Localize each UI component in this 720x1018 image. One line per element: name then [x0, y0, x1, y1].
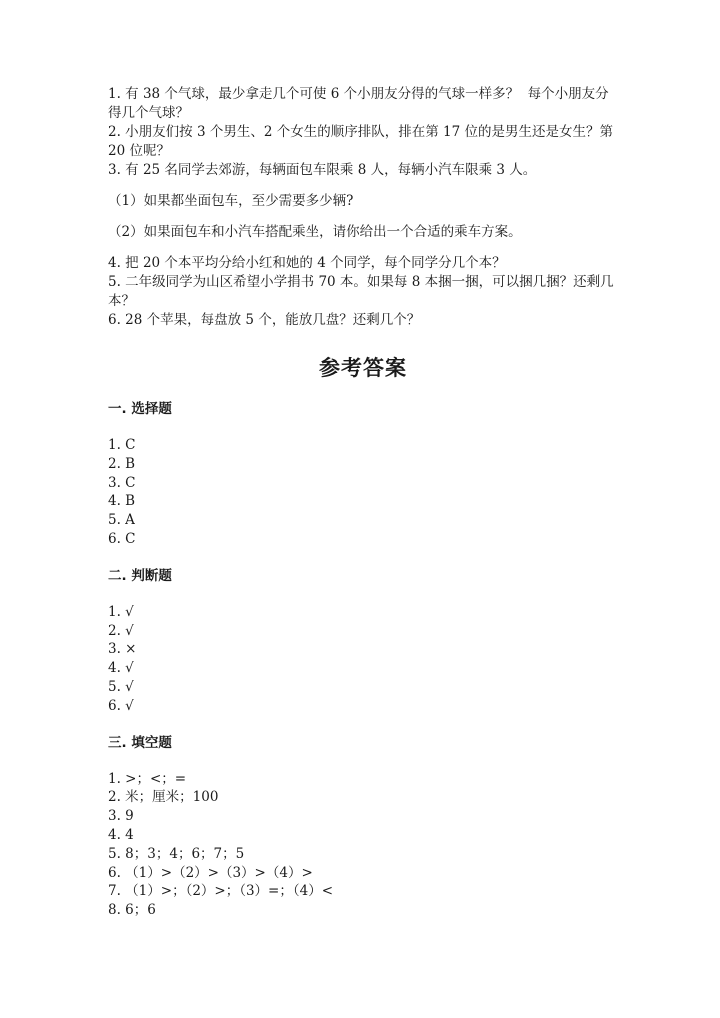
answer-item: 4. √ [108, 660, 134, 677]
answer-item: 2. 米；厘米；100 [108, 789, 219, 806]
section-heading: 三. 填空题 [108, 734, 172, 751]
answer-item: 2. B [108, 455, 136, 472]
answer-item: 7. （1）>；（2）>；（3）=；（4）< [108, 883, 334, 900]
answer-item: 5. A [108, 512, 135, 529]
section-heading: 二. 判断题 [108, 567, 172, 584]
document-page [108, 85, 618, 938]
question-3-part-2: （2）如果面包车和小汽车搭配乘坐，请你给出一个合适的乘车方案。 [108, 224, 522, 240]
answer-item: 4. 4 [108, 826, 134, 843]
answer-item: 6. C [108, 530, 136, 547]
question-3-part-1: （1）如果都坐面包车，至少需要多少辆? [108, 193, 354, 209]
section-fill-blank [108, 734, 618, 920]
answer-item: 5. √ [108, 678, 134, 695]
section-judgement [108, 567, 618, 716]
answer-item: 1. C [108, 437, 136, 453]
question-2: 2. 小朋友们按 3 个男生、2 个女生的顺序排队，排在第 17 位的是男生还是女生？第 20 位呢？ [108, 124, 618, 159]
answer-item: 6. （1）>（2）>（3）>（4）> [108, 864, 313, 881]
answer-item: 4. B [108, 493, 136, 510]
question-3: 3. 有 25 名同学去郊游，每辆面包车限乘 8 人，每辆小汽车限乘 3 人。 [108, 162, 537, 178]
answer-item: 8. 6；6 [108, 902, 156, 919]
answer-item: 1. >；<；= [108, 770, 187, 787]
question-6: 6. 28 个苹果，每盘放 5 个，能放几盘？还剩几个？ [108, 312, 421, 328]
answer-item: 2. √ [108, 622, 134, 639]
question-list [108, 85, 618, 330]
answer-item: 1. √ [108, 603, 134, 620]
question-1: 1. 有 38 个气球，最少拿走几个可使 6 个小朋友分得的气球一样多？ 每个小朋友分得几个气球？ [108, 86, 609, 121]
answer-list [108, 603, 618, 716]
answer-title: 参考答案 [319, 356, 407, 380]
answer-item: 3. C [108, 474, 136, 491]
answer-item: 6. √ [108, 697, 134, 714]
answer-list [108, 436, 618, 549]
section-choice [108, 400, 618, 549]
answer-list [108, 770, 618, 920]
question-4: 4. 把 20 个本平均分给小红和她的 4 个同学，每个同学分几个本？ [108, 255, 506, 271]
answer-item: 5. 8；3；4；6；7；5 [108, 845, 245, 862]
question-5: 5. 二年级同学为山区希望小学捐书 70 本。如果每 8 本捆一捆，可以捆几捆？还剩几本？ [108, 274, 614, 309]
section-heading: 一. 选择题 [108, 401, 172, 417]
answer-item: 3. × [108, 641, 137, 658]
answer-item: 3. 9 [108, 808, 134, 825]
